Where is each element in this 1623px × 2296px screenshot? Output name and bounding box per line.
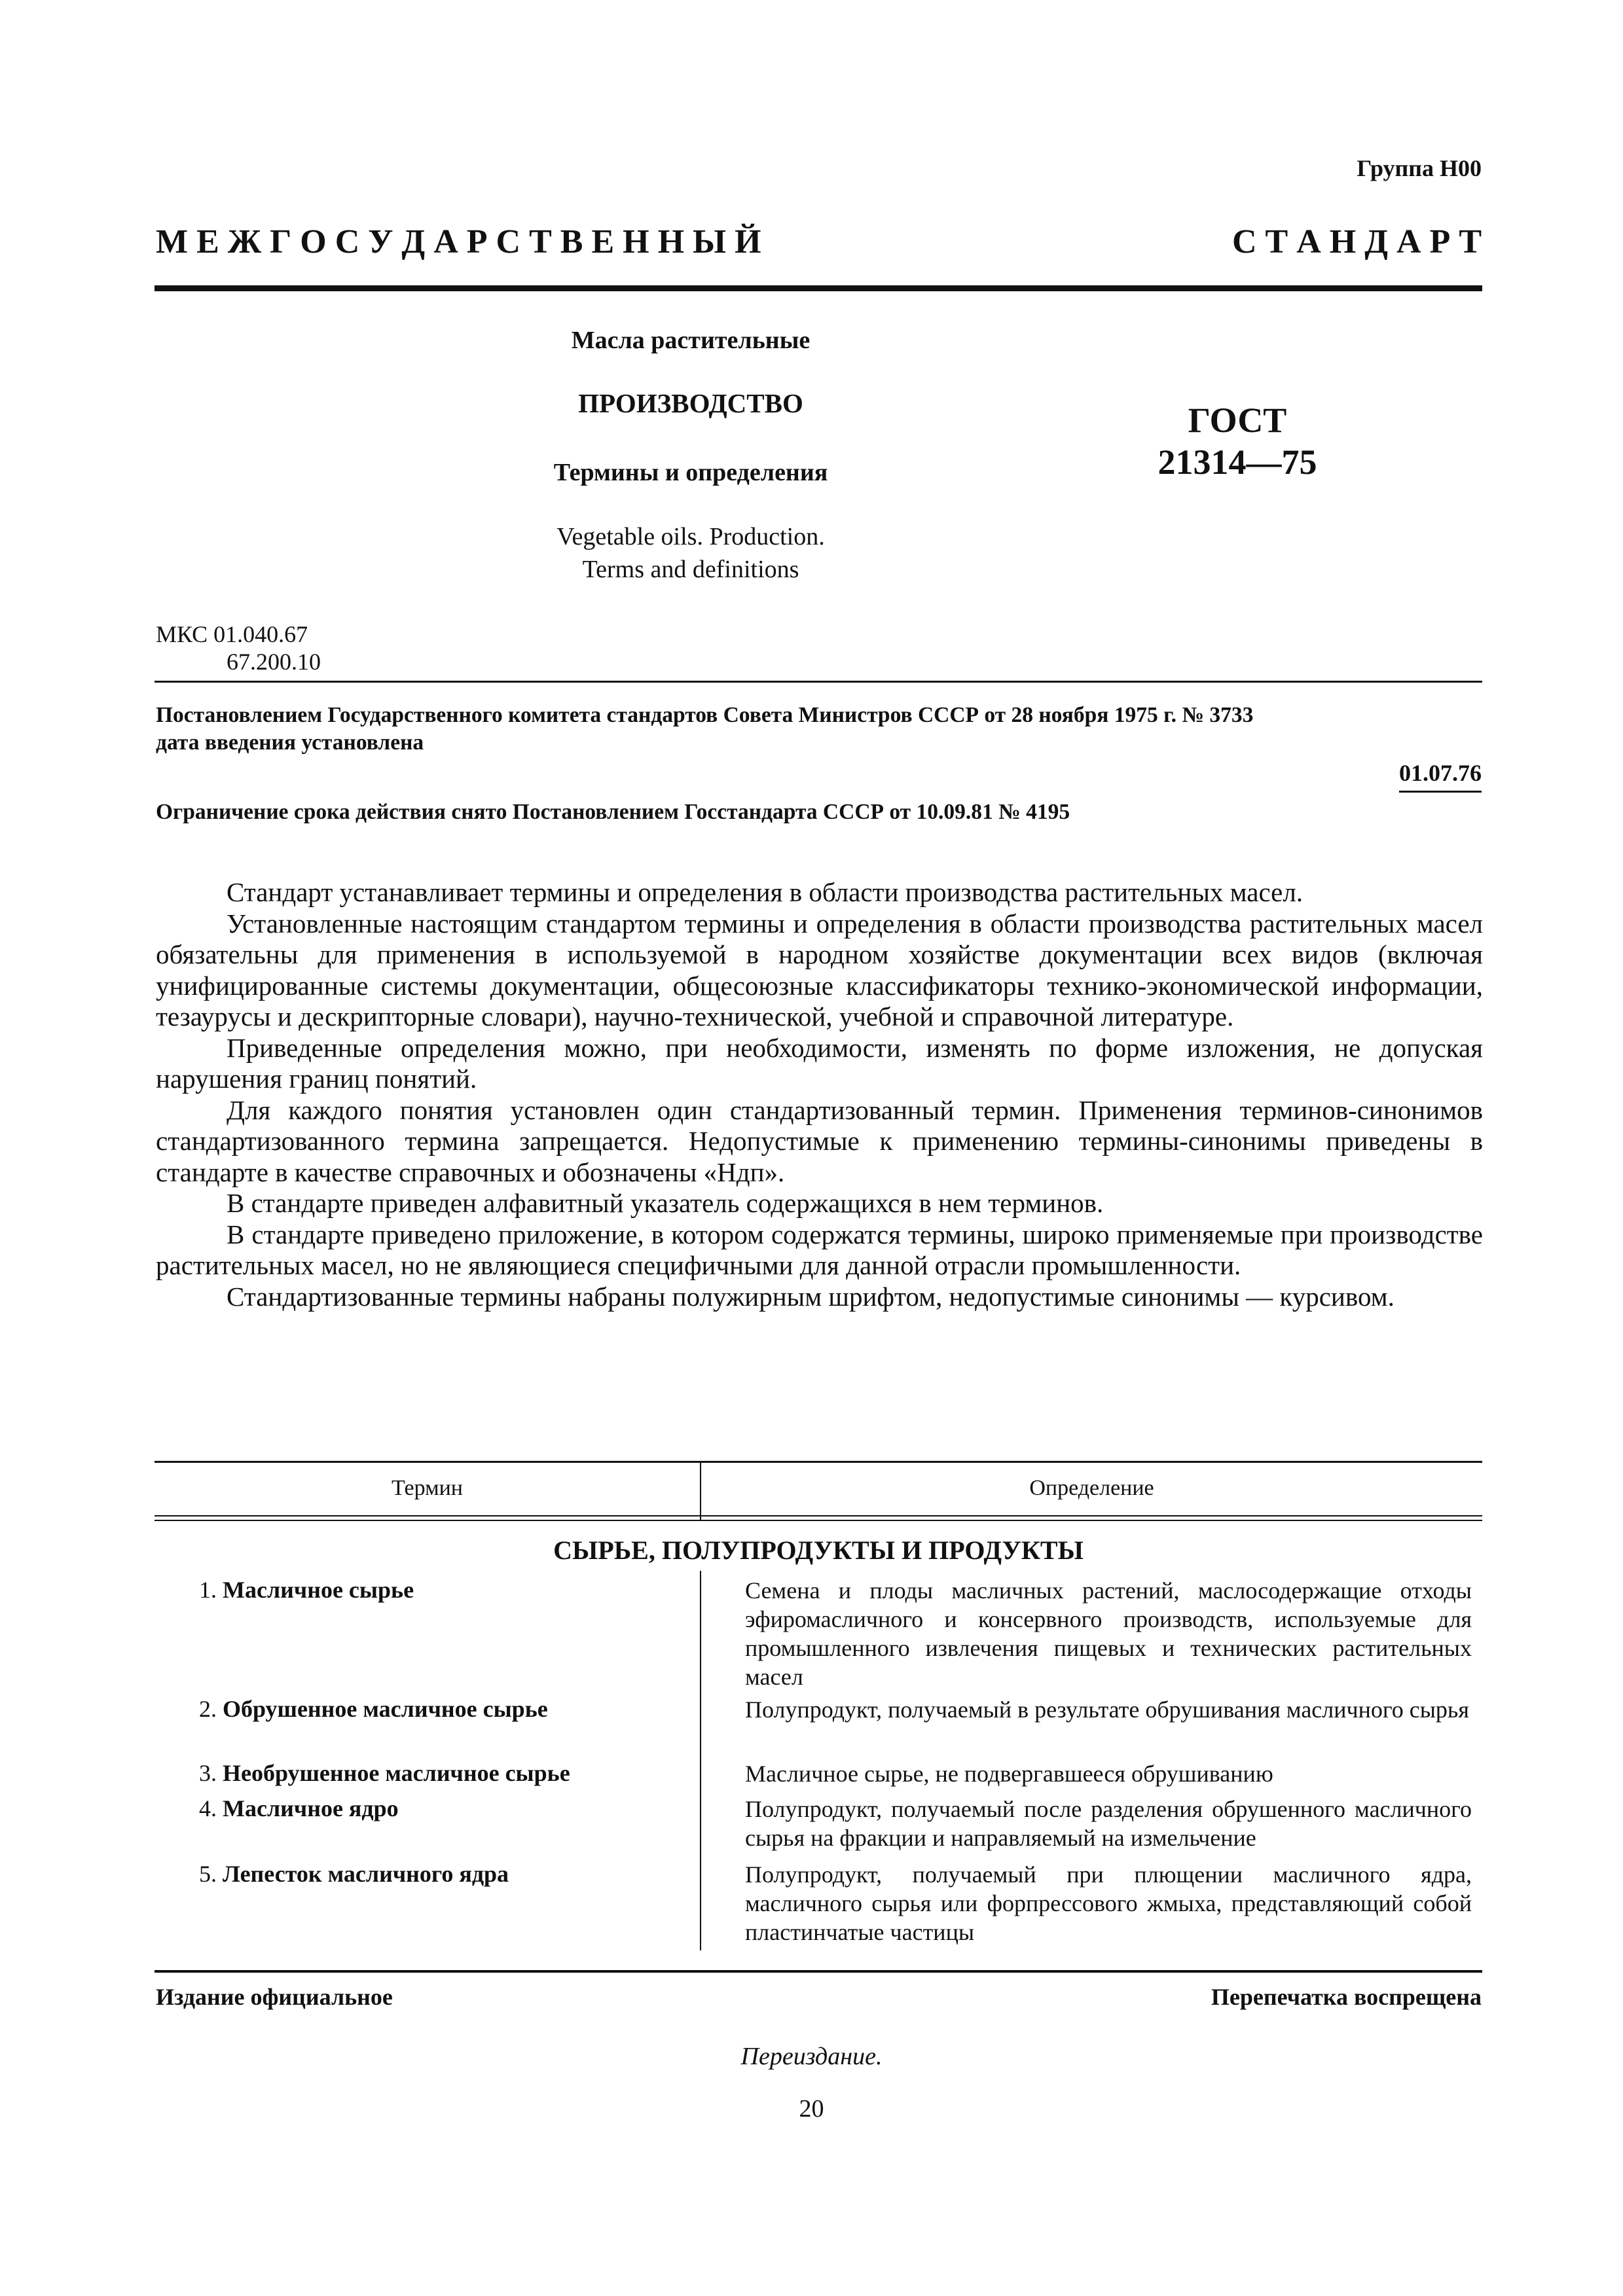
term-number: 2. bbox=[199, 1696, 217, 1722]
definition-text: Полупродукт, получаемый при плющении масличного ядра, масличного сырья или форпрессового жмыха, представляющий собой пластинчатые частицы bbox=[745, 1861, 1472, 1945]
header-rule bbox=[155, 285, 1482, 291]
definition-text: Полупродукт, получаемый после разделения обрушенного масличного сырья на фракции и направляемый на измельчение bbox=[745, 1796, 1472, 1851]
table-top-rule bbox=[155, 1461, 1482, 1463]
term-number: 3. bbox=[199, 1760, 217, 1786]
decree-text bbox=[156, 702, 1485, 757]
column-header-term: Термин bbox=[392, 1476, 463, 1500]
intro-paragraph: В стандарте приведен алфавитный указатель содержащихся в нем терминов. bbox=[227, 1188, 1104, 1218]
mks-code-2: 67.200.10 bbox=[227, 649, 321, 675]
gost-label: ГОСТ bbox=[1188, 401, 1287, 440]
table-row-term bbox=[199, 1860, 509, 1888]
decree-line2: дата введения установлена bbox=[156, 730, 424, 755]
table-header-rule bbox=[155, 1515, 1482, 1516]
intro-paragraph: Приведенные определения можно, при необходимости, изменять по форме изложения, не допуская нарушения границ понятий. bbox=[156, 1032, 1483, 1094]
section-heading: СЫРЬЕ, ПОЛУПРОДУКТЫ И ПРОДУКТЫ bbox=[553, 1535, 1084, 1565]
gost-designation bbox=[1126, 399, 1349, 483]
banner-word-interstate: М Е Ж Г О С У Д А Р С Т В Е Н Н Ы Й bbox=[156, 223, 761, 260]
group-label: Группа Н00 bbox=[1357, 155, 1482, 181]
table-row-term bbox=[199, 1795, 399, 1822]
gost-number: 21314—75 bbox=[1158, 442, 1317, 482]
table-row-definition bbox=[708, 1576, 1472, 1691]
standard-banner bbox=[156, 223, 1482, 261]
table-row-definition bbox=[708, 1795, 1472, 1852]
table-row-definition bbox=[708, 1695, 1472, 1724]
definition-text: Семена и плоды масличных растений, маслосодержащие отходы эфиромасличного и консервного производств, используемые для промышленного извлечения пищевых и технических растительных масел bbox=[745, 1577, 1472, 1690]
banner-word-standard: С Т А Н Д А Р Т bbox=[1231, 223, 1482, 260]
doc-subject: Масла растительные bbox=[571, 327, 811, 354]
english-title-line1: Vegetable oils. Production. bbox=[556, 523, 825, 550]
intro-paragraph: Стандартизованные термины набраны полужирным шрифтом, недопустимые синонимы — курсивом. bbox=[227, 1281, 1395, 1312]
classification-rule bbox=[155, 681, 1482, 683]
term-number: 5. bbox=[199, 1861, 217, 1887]
intro-paragraph: Для каждого понятия установлен один стандартизованный термин. Применения терминов-синонимов стандартизованного термина запрещается. Недопустимые к применению термины-синонимы приведены в стандарте в качестве справочных и обозначены «Ндп». bbox=[156, 1094, 1483, 1187]
table-row-term bbox=[199, 1695, 548, 1723]
intro-paragraph: Стандарт устанавливает термины и определения в области производства растительных масел. bbox=[227, 877, 1304, 907]
term-text: Необрушенное масличное сырье bbox=[223, 1760, 570, 1786]
reprint-prohibited-label: Перепечатка воспрещена bbox=[1211, 1984, 1482, 2010]
introduction-date: 01.07.76 bbox=[1399, 759, 1482, 793]
english-title-line2: Terms and definitions bbox=[582, 556, 799, 583]
mks-code-1: МКС 01.040.67 bbox=[156, 621, 308, 647]
table-row-definition bbox=[708, 1860, 1472, 1946]
term-text: Масличное ядро bbox=[223, 1795, 399, 1821]
table-row-term bbox=[199, 1759, 570, 1787]
reissue-note: Переиздание. bbox=[740, 2043, 883, 2070]
table-body-divider bbox=[700, 1571, 701, 1950]
doc-title: ПРОИЗВОДСТВО bbox=[578, 388, 803, 418]
term-number: 1. bbox=[199, 1577, 217, 1603]
definition-text: Полупродукт, получаемый в результате обрушивания масличного сырья bbox=[745, 1696, 1469, 1723]
definition-text: Масличное сырье, не подвергавшееся обрушиванию bbox=[745, 1761, 1273, 1787]
column-header-definition: Определение bbox=[1029, 1476, 1154, 1500]
term-number: 4. bbox=[199, 1795, 217, 1821]
official-edition-label: Издание официальное bbox=[156, 1984, 393, 2010]
intro-paragraph: Установленные настоящим стандартом термины и определения в области производства растительных масел обязательны для применения в используемой в народном хозяйстве документации всех видов (включая унифицированные системы документации, общесоюзные классификаторы технико-экономической информации, тезаурусы и дескрипторные словари), научно-технической, учебной и справочной литературе. bbox=[156, 908, 1483, 1031]
term-text: Обрушенное масличное сырье bbox=[223, 1696, 548, 1722]
limit-removed-note: Ограничение срока действия снято Постановлением Госстандарта СССР от 10.09.81 № 4195 bbox=[156, 800, 1070, 824]
term-text: Лепесток масличного ядра bbox=[223, 1861, 509, 1887]
table-header-rule bbox=[155, 1520, 1482, 1521]
decree-line1: Постановлением Государственного комитета стандартов Совета Министров СССР от 28 ноября 1975 г. № 3733 bbox=[156, 703, 1254, 727]
introduction-text bbox=[156, 877, 1483, 1312]
table-row-term bbox=[199, 1576, 414, 1604]
footer-rule bbox=[155, 1970, 1482, 1973]
term-text: Масличное сырье bbox=[223, 1577, 414, 1603]
intro-paragraph: В стандарте приведено приложение, в котором содержатся термины, широко применяемые при производстве растительных масел, но не являющиеся специфичными для данной отрасли промышленности. bbox=[156, 1219, 1483, 1280]
doc-subtitle: Термины и определения bbox=[553, 459, 828, 486]
page-number: 20 bbox=[799, 2095, 824, 2123]
table-row-definition bbox=[708, 1759, 1472, 1788]
